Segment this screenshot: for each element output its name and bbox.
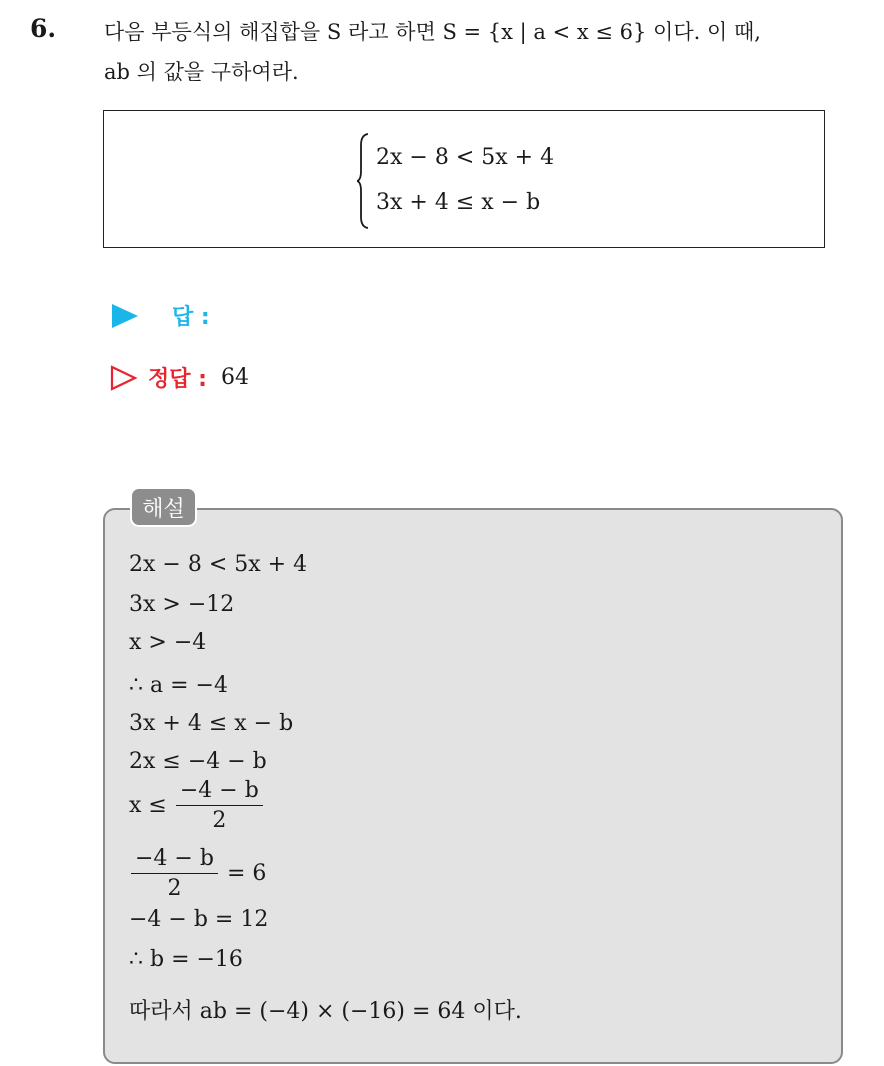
- correct-answer-row: [110, 362, 249, 393]
- given-system-box: [103, 110, 825, 248]
- fraction-denominator: 2: [167, 876, 182, 901]
- fraction: [176, 778, 263, 833]
- solution-line: ∴ a = −4: [129, 673, 228, 698]
- question-number: 6.: [30, 14, 57, 43]
- answer-row: [110, 300, 210, 331]
- fraction-numerator: −4 − b: [179, 778, 259, 803]
- question-text-line1: 다음 부등식의 해집합을 S 라고 하면 S = {x | a < x ≤ 6} 이다. 이 때,: [104, 20, 761, 44]
- solution-line: x > −4: [129, 630, 207, 655]
- solution-line: ∴ b = −16: [129, 947, 243, 972]
- left-brace-icon: [357, 133, 369, 229]
- solution-line: −4 − b = 12: [129, 907, 269, 932]
- question-text-line2: ab 의 값을 구하여라.: [104, 60, 299, 84]
- fraction-numerator: −4 − b: [135, 846, 214, 871]
- solution-line: 2x ≤ −4 − b: [129, 749, 267, 774]
- fraction-denominator: 2: [212, 808, 227, 833]
- answer-label: 답 :: [172, 305, 210, 330]
- fraction-suffix: = 6: [226, 861, 267, 886]
- outline-triangle-icon: [110, 365, 138, 391]
- play-triangle-icon: [112, 304, 138, 328]
- solution-conclusion: 따라서 ab = (−4) × (−16) = 64 이다.: [129, 999, 522, 1024]
- fraction: [131, 846, 218, 901]
- correct-answer-value: 64: [220, 365, 249, 390]
- fraction-prefix: x ≤: [129, 793, 167, 818]
- solution-fraction-line-1: [129, 778, 265, 833]
- solution-fraction-line-2: [129, 846, 266, 901]
- solution-line: 3x > −12: [129, 592, 235, 617]
- solution-line: 3x + 4 ≤ x − b: [129, 711, 294, 736]
- system-equation-1: 2x − 8 < 5x + 4: [376, 145, 555, 170]
- system-equation-2: 3x + 4 ≤ x − b: [376, 190, 541, 215]
- correct-answer-label: 정답 :: [148, 367, 207, 392]
- solution-line: 2x − 8 < 5x + 4: [129, 552, 308, 577]
- solution-tag: 해설: [130, 487, 197, 527]
